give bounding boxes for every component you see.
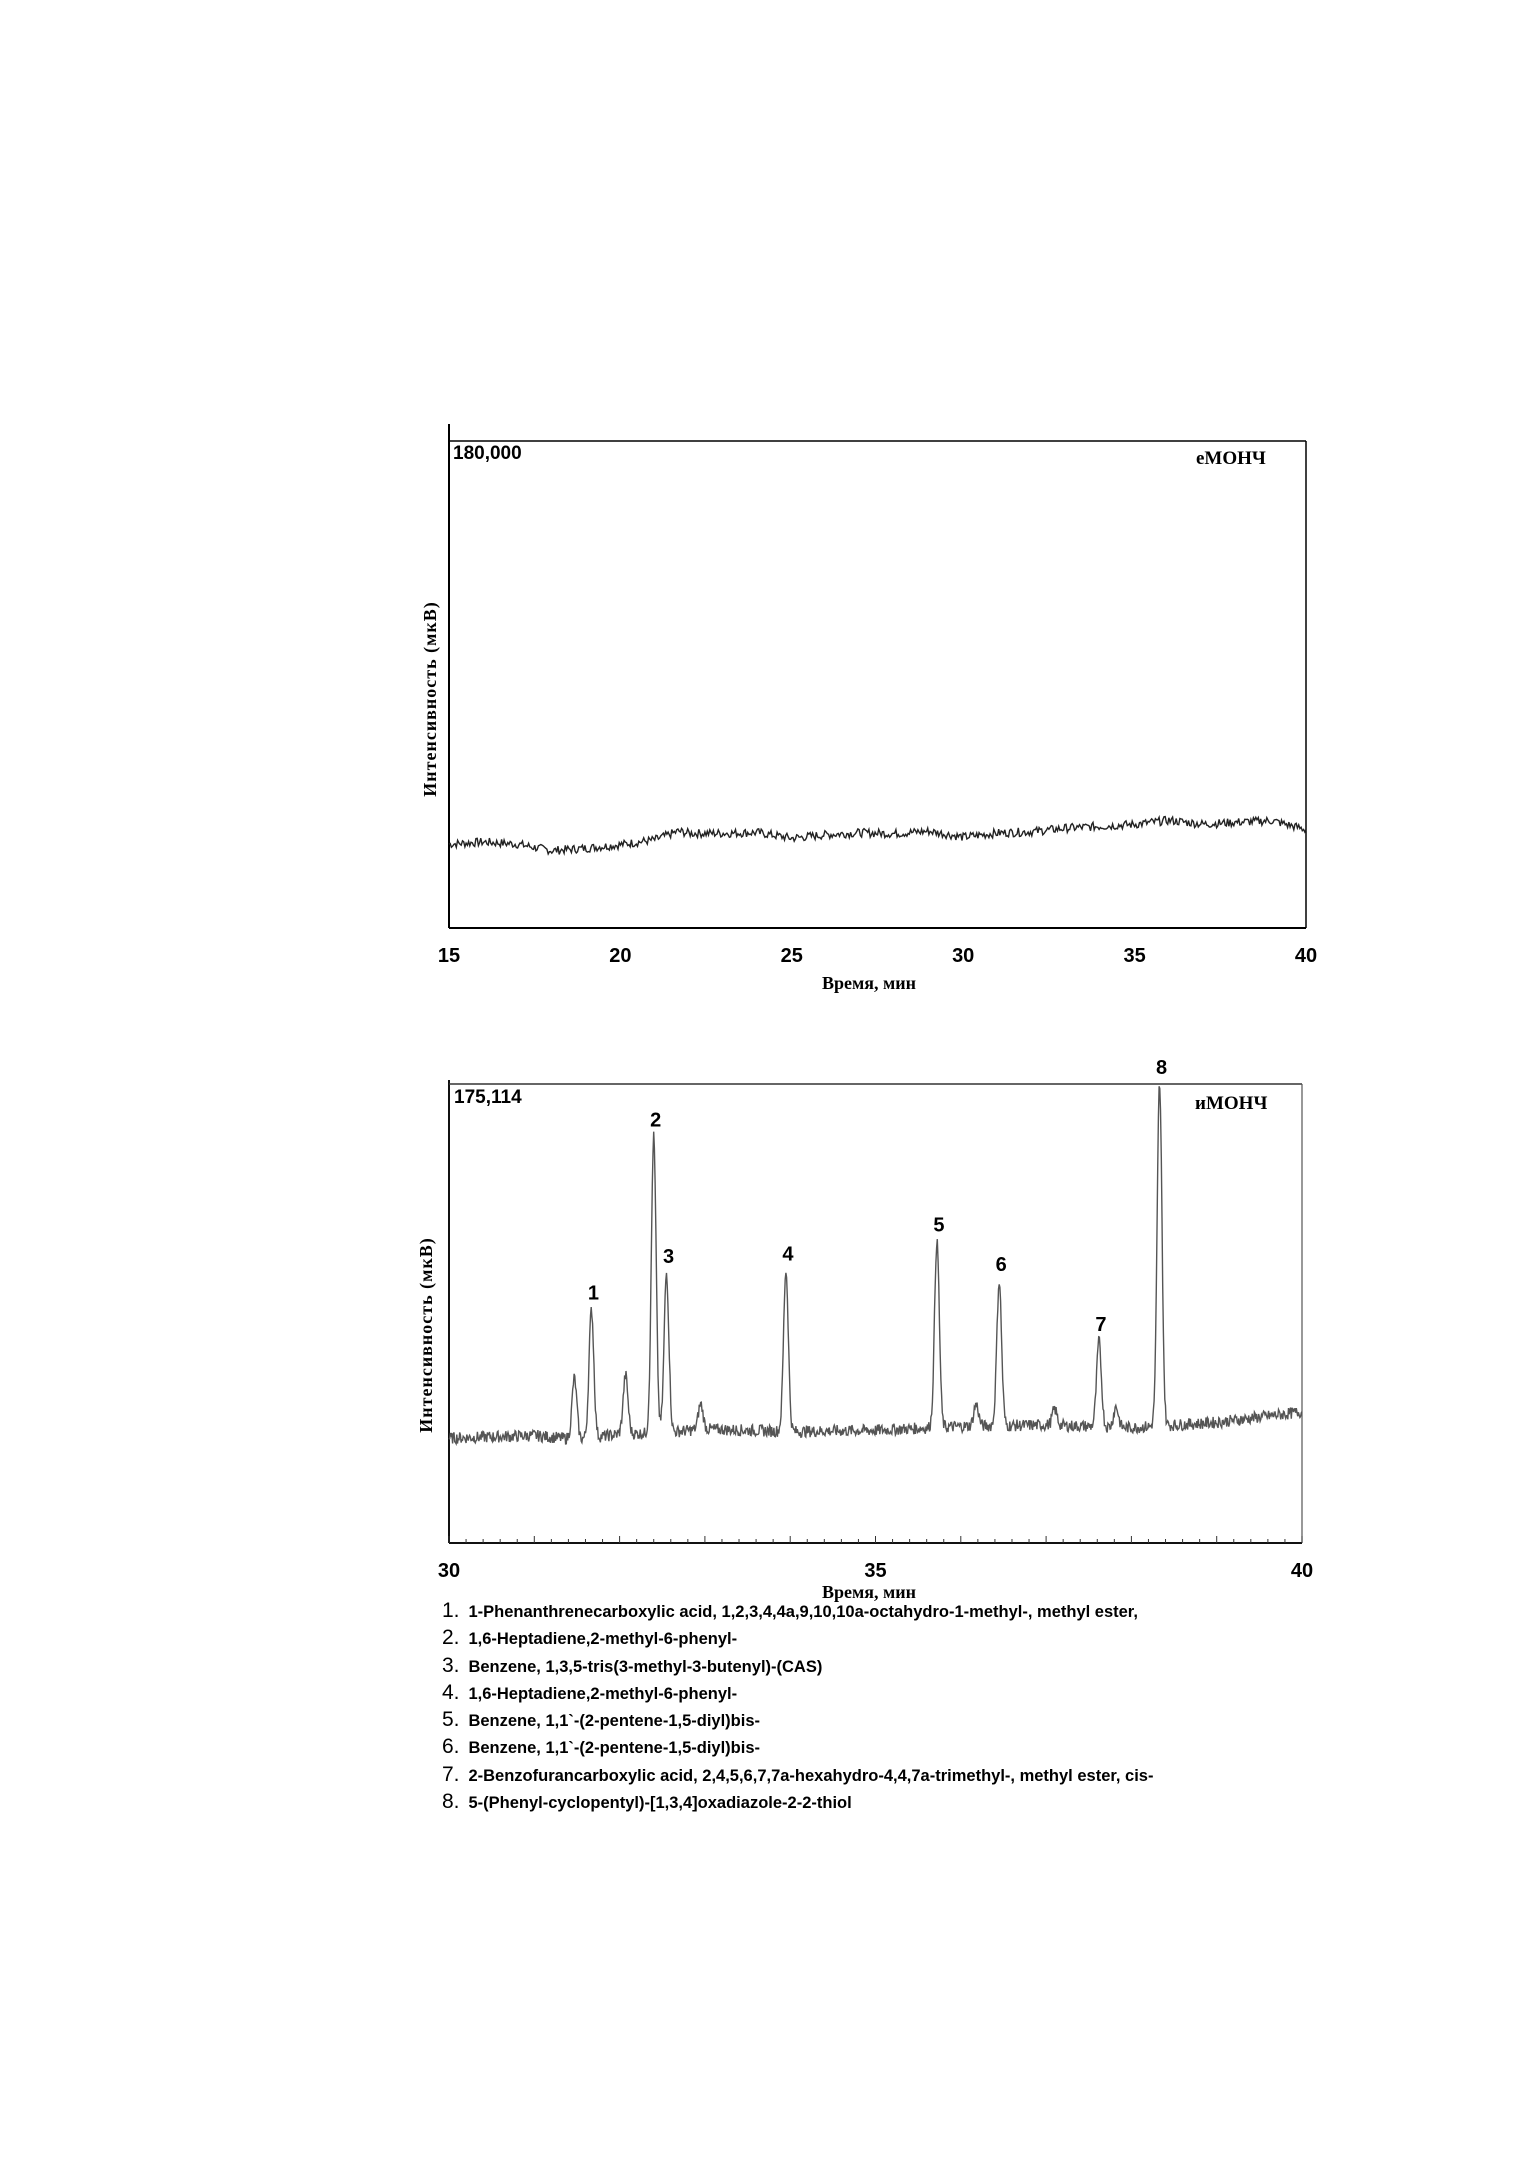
top-value-label: 175,114 <box>454 1087 522 1108</box>
legend-item-4 <box>442 1679 1153 1706</box>
compound-legend <box>442 1597 1153 1815</box>
x-tick-label: 20 <box>609 945 632 967</box>
x-tick-labels <box>438 1560 1313 1582</box>
legend-text: 5-(Phenyl-cyclopentyl)-[1,3,4]oxadiazole-2-2-thiol <box>468 1794 852 1813</box>
x-tick-label: 35 <box>1123 945 1146 967</box>
legend-number: 4. <box>442 1680 460 1704</box>
top-value-label: 180,000 <box>453 443 522 464</box>
sample-label: еМОНЧ <box>1196 448 1266 469</box>
legend-number: 7. <box>442 1762 460 1786</box>
legend-text: Benzene, 1,1`-(2-pentene-1,5-diyl)bis- <box>468 1739 761 1758</box>
legend-number: 5. <box>442 1708 460 1732</box>
x-tick-label: 40 <box>1294 945 1318 967</box>
y-axis-label: Интенсивность (мкВ) <box>416 1237 436 1433</box>
x-tick-label: 30 <box>437 1560 461 1582</box>
peak-label-4: 4 <box>782 1243 794 1266</box>
legend-number: 3. <box>442 1653 460 1677</box>
legend-item-2 <box>442 1624 1153 1651</box>
x-tick-label: 25 <box>780 945 803 967</box>
chromatogram-trace <box>449 1086 1302 1444</box>
x-tick-label: 30 <box>952 945 975 967</box>
y-axis-label: Интенсивность (мкВ) <box>420 601 440 797</box>
peak-label-6: 6 <box>995 1253 1007 1276</box>
peak-label-2: 2 <box>650 1109 662 1132</box>
legend-number: 8. <box>442 1790 460 1814</box>
peak-label-5: 5 <box>933 1214 945 1237</box>
x-tick-label: 35 <box>864 1560 887 1582</box>
chromatogram-chart-2 <box>0 1000 1537 1700</box>
x-minor-ticks <box>449 1536 1302 1543</box>
legend-text: 1,6-Heptadiene,2-methyl-6-phenyl- <box>468 1684 738 1703</box>
x-tick-label: 40 <box>1290 1560 1314 1582</box>
peak-labels <box>588 1057 1167 1336</box>
legend-item-3 <box>442 1652 1153 1679</box>
peak-label-1: 1 <box>587 1282 600 1305</box>
x-axis-label: Время, мин <box>821 973 917 993</box>
peak-label-8: 8 <box>1155 1057 1168 1079</box>
x-tick-labels <box>438 945 1317 967</box>
legend-item-6 <box>442 1733 1153 1760</box>
legend-item-5 <box>442 1706 1153 1733</box>
chromatogram-chart-1 <box>0 0 1537 1000</box>
sample-label: иМОНЧ <box>1195 1093 1268 1114</box>
peak-label-7: 7 <box>1095 1314 1107 1337</box>
legend-item-7 <box>442 1761 1153 1788</box>
legend-number: 1. <box>442 1599 460 1622</box>
x-axis-label: Время, мин <box>821 1582 917 1602</box>
legend-text: Benzene, 1,3,5-tris(3-methyl-3-butenyl)-(CAS) <box>468 1657 823 1676</box>
legend-text: Benzene, 1,1`-(2-pentene-1,5-diyl)bis- <box>468 1712 761 1731</box>
x-tick-label: 15 <box>437 945 461 967</box>
legend-item-1 <box>442 1597 1153 1624</box>
legend-text: 1,6-Heptadiene,2-methyl-6-phenyl- <box>468 1630 738 1649</box>
legend-number: 2. <box>442 1626 460 1650</box>
legend-text: 1-Phenanthrenecarboxylic acid, 1,2,3,4,4a,9,10,10a-octahydro-1-methyl-, methyl ester, <box>468 1603 1138 1621</box>
baseline-trace <box>449 817 1306 855</box>
legend-item-8 <box>442 1788 1153 1815</box>
legend-number: 6. <box>442 1735 460 1759</box>
legend-text: 2-Benzofurancarboxylic acid, 2,4,5,6,7,7a-hexahydro-4,4,7a-trimethyl-, methyl ester, cis- <box>468 1766 1154 1785</box>
peak-label-3: 3 <box>662 1246 675 1269</box>
